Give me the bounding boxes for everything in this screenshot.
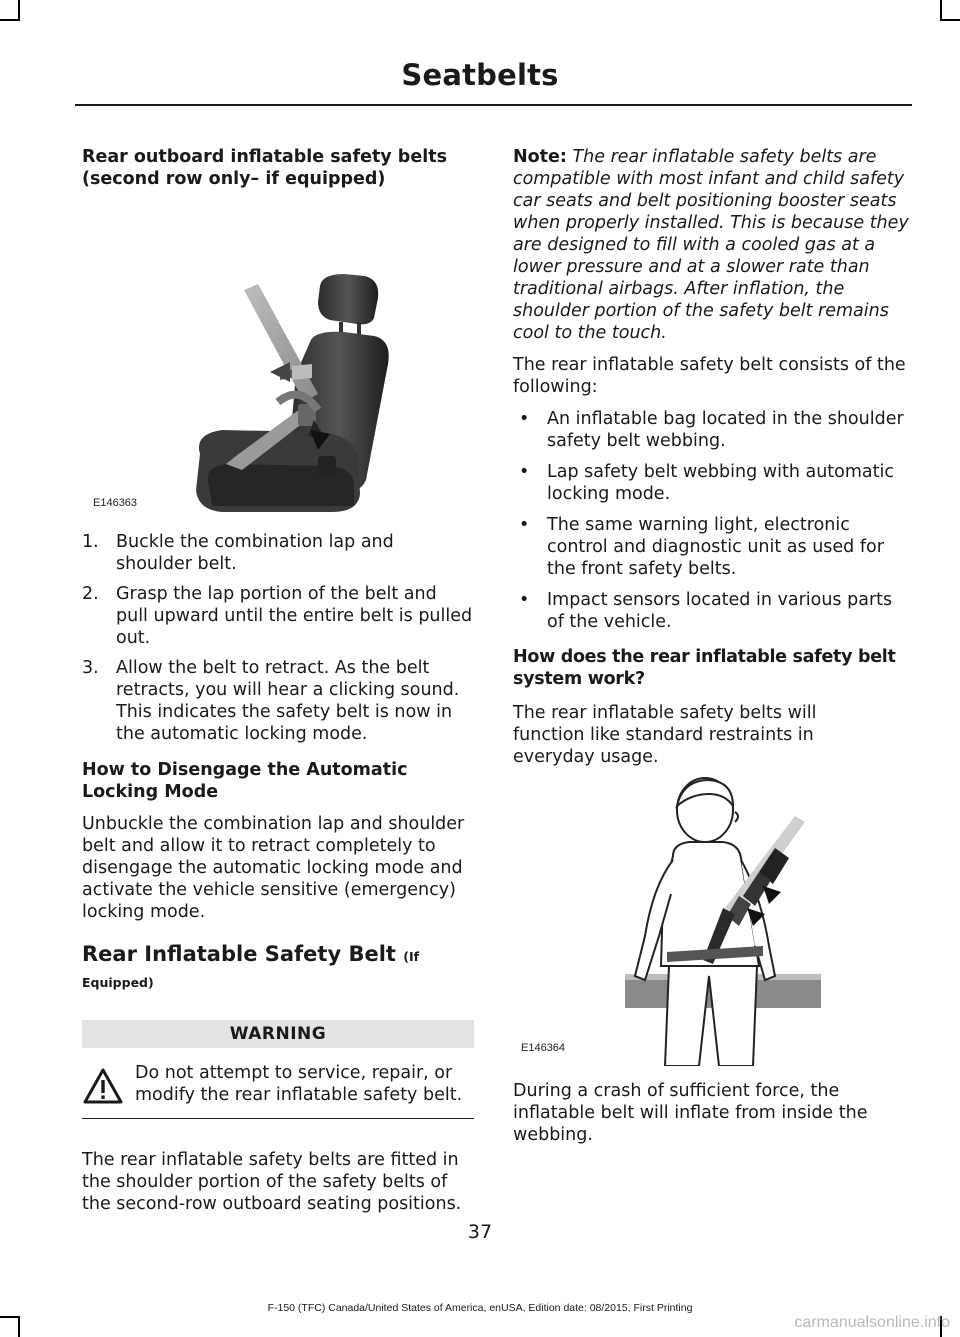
note-label: Note: — [513, 147, 567, 167]
note-paragraph — [513, 146, 909, 344]
figure-child-belt — [513, 776, 909, 1066]
steps-list — [82, 531, 474, 745]
list-item: 2. Grasp the lap portion of the belt and pull upward until the entire belt is pulled out. — [82, 584, 473, 648]
warning-box — [82, 1020, 474, 1119]
disengage-text: Unbuckle the combination lap and shoulder belt and allow it to retract completely to disengage the automatic locking mode and activate the vehicle sensitive (emergency) locking mode. — [82, 814, 465, 922]
crop-mark — [940, 19, 960, 21]
fitted-text: The rear inflatable safety belts are fitted in the shoulder portion of the safety belts of the second-row outboard seating positions. — [82, 1150, 462, 1214]
list-item: 3. Allow the belt to retract. As the belt retracts, you will hear a clicking sound. This indicates the safety belt is now in the automatic locking mode. — [82, 658, 460, 744]
seat-belt-illustration — [82, 194, 474, 512]
crop-mark — [0, 1316, 20, 1318]
warning-body — [82, 1048, 474, 1119]
right-column — [513, 146, 909, 1146]
rear-belt-heading-suffix: Equipped) — [82, 975, 154, 990]
section-title: Rear outboard inflatable safety belts (second row only– if equipped) — [82, 147, 447, 189]
rear-belt-heading: Rear Inflatable Safety Belt (If — [82, 942, 420, 966]
note-text: The rear inflatable safety belts are compatible with most infant and child safety car seats and belt positioning booster seats when properly installed. This is because they are designed to fill with a cooled gas at a lower pressure and at a slower rate than traditional airbags. After inflation, the shoulder portion of the safety belt remains cool to the touch. — [513, 147, 909, 343]
disengage-heading: How to Disengage the Automatic Locking Mode — [82, 760, 408, 802]
list-item: • The same warning light, electronic control and diagnostic unit as used for the front safety belts. — [519, 515, 884, 579]
page-number: 37 — [467, 1221, 493, 1243]
list-item: 1. Buckle the combination lap and shoulder belt. — [82, 532, 394, 574]
list-item: • Impact sensors located in various parts of the vehicle. — [519, 590, 893, 632]
warning-triangle-icon — [83, 1068, 123, 1104]
header-rule — [75, 104, 912, 106]
crop-mark — [940, 0, 942, 21]
how-text: The rear inflatable safety belts will function like standard restraints in everyday usage. — [513, 703, 817, 767]
warning-label: WARNING — [82, 1020, 474, 1048]
left-column — [82, 146, 474, 1215]
page-title: Seatbelts — [401, 58, 559, 92]
figure-code: E146364 — [521, 1042, 566, 1054]
figure-seat-belt — [82, 194, 474, 512]
consists-text: The rear inflatable safety belt consists of the following: — [513, 355, 906, 397]
warning-text: Do not attempt to service, repair, or modify the rear inflatable safety belt. — [135, 1063, 463, 1105]
list-item: • Lap safety belt webbing with automatic locking mode. — [519, 462, 894, 504]
crop-mark — [0, 19, 20, 21]
figure-code: E146363 — [93, 497, 138, 509]
watermark: carmanualsonline.info — [794, 1314, 950, 1331]
list-item: • An inflatable bag located in the shoulder safety belt webbing. — [519, 409, 904, 451]
child-belt-illustration — [513, 776, 909, 1066]
components-list — [513, 408, 909, 633]
crop-mark — [18, 1316, 20, 1337]
edition-footer: F-150 (TFC) Canada/United States of America, enUSA, Edition date: 08/2015, First Printing — [267, 1302, 693, 1314]
how-heading: How does the rear inflatable safety belt system work? — [513, 647, 896, 689]
crash-text: During a crash of sufficient force, the inflatable belt will inflate from inside the webbing. — [513, 1081, 868, 1145]
crop-mark — [18, 0, 20, 21]
